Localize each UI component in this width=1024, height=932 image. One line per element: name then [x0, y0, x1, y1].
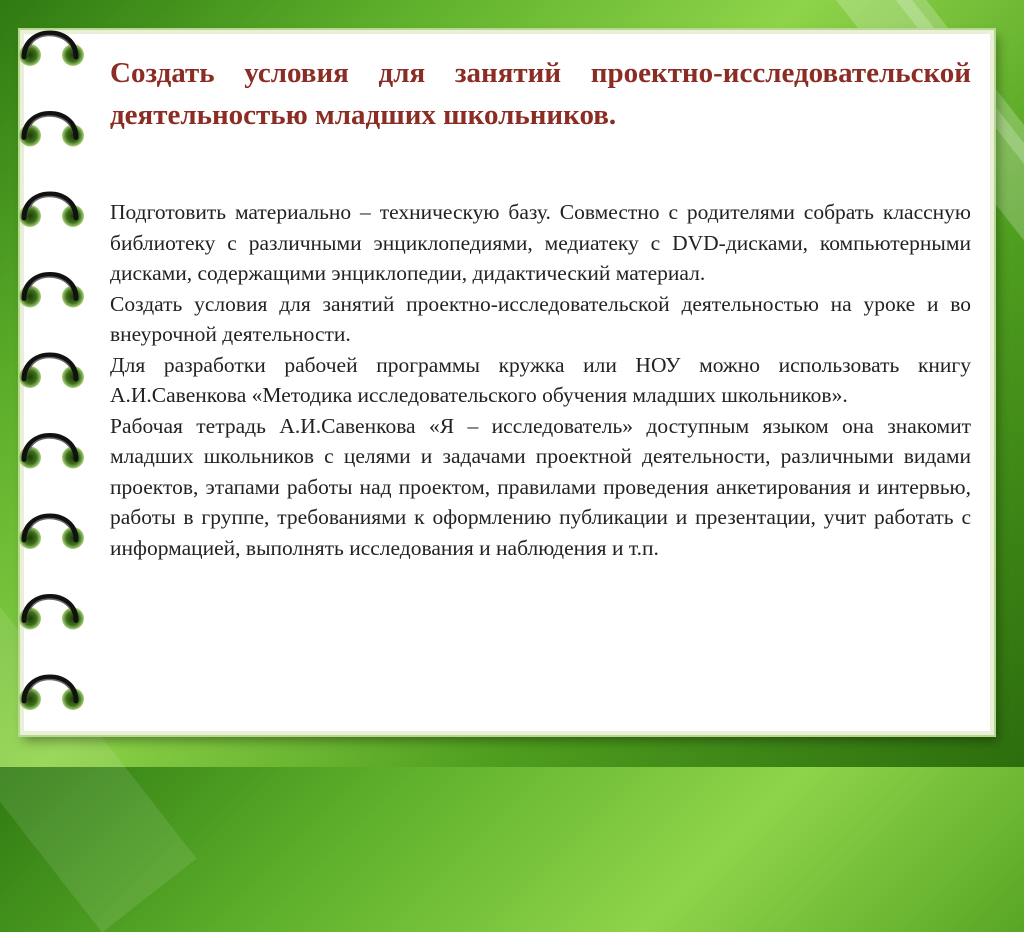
paragraph: Рабочая тетрадь А.И.Савенкова «Я – исследователь» доступным языком она знакомит младших школьников с целями и задачами проектной деятельности, различными видами проектов, этапами работы над проектом, правилами проведения анкетирования и интервью, работы в группе, требованиями к оформлению публикации и презентации, учит работать с информацией, выполнять исследования и наблюдения и т.п.	[110, 413, 971, 560]
binder-ring-icon	[19, 516, 84, 549]
binder-ring-icon	[19, 677, 84, 710]
paragraph: Для разработки рабочей программы кружка или НОУ можно использовать книгу А.И.Савенкова «Методика исследовательского обучения младших школьников».	[110, 352, 971, 407]
slide-title: Создать условия для занятий проектно-исследовательской деятельностью младших школьников.	[110, 57, 971, 131]
slide-body	[110, 197, 971, 563]
binder-rings	[0, 0, 120, 767]
binder-ring-icon	[19, 114, 84, 147]
binder-ring-icon	[19, 194, 84, 227]
binder-ring-icon	[19, 597, 84, 630]
paragraph: Подготовить материально – техническую базу. Совместно с родителями собрать классную библиотеку с различными энциклопедиями, медиатеку с DVD-дисками, компьютерными дисками, содержащими энциклопедии, дидактический материал.	[110, 200, 971, 285]
binder-ring-icon	[19, 275, 84, 308]
paragraph: Создать условия для занятий проектно-исследовательской деятельностью на уроке и во внеурочной деятельности.	[110, 291, 971, 346]
binder-ring-icon	[19, 355, 84, 388]
binder-ring-icon	[19, 33, 84, 66]
binder-ring-icon	[19, 436, 84, 469]
